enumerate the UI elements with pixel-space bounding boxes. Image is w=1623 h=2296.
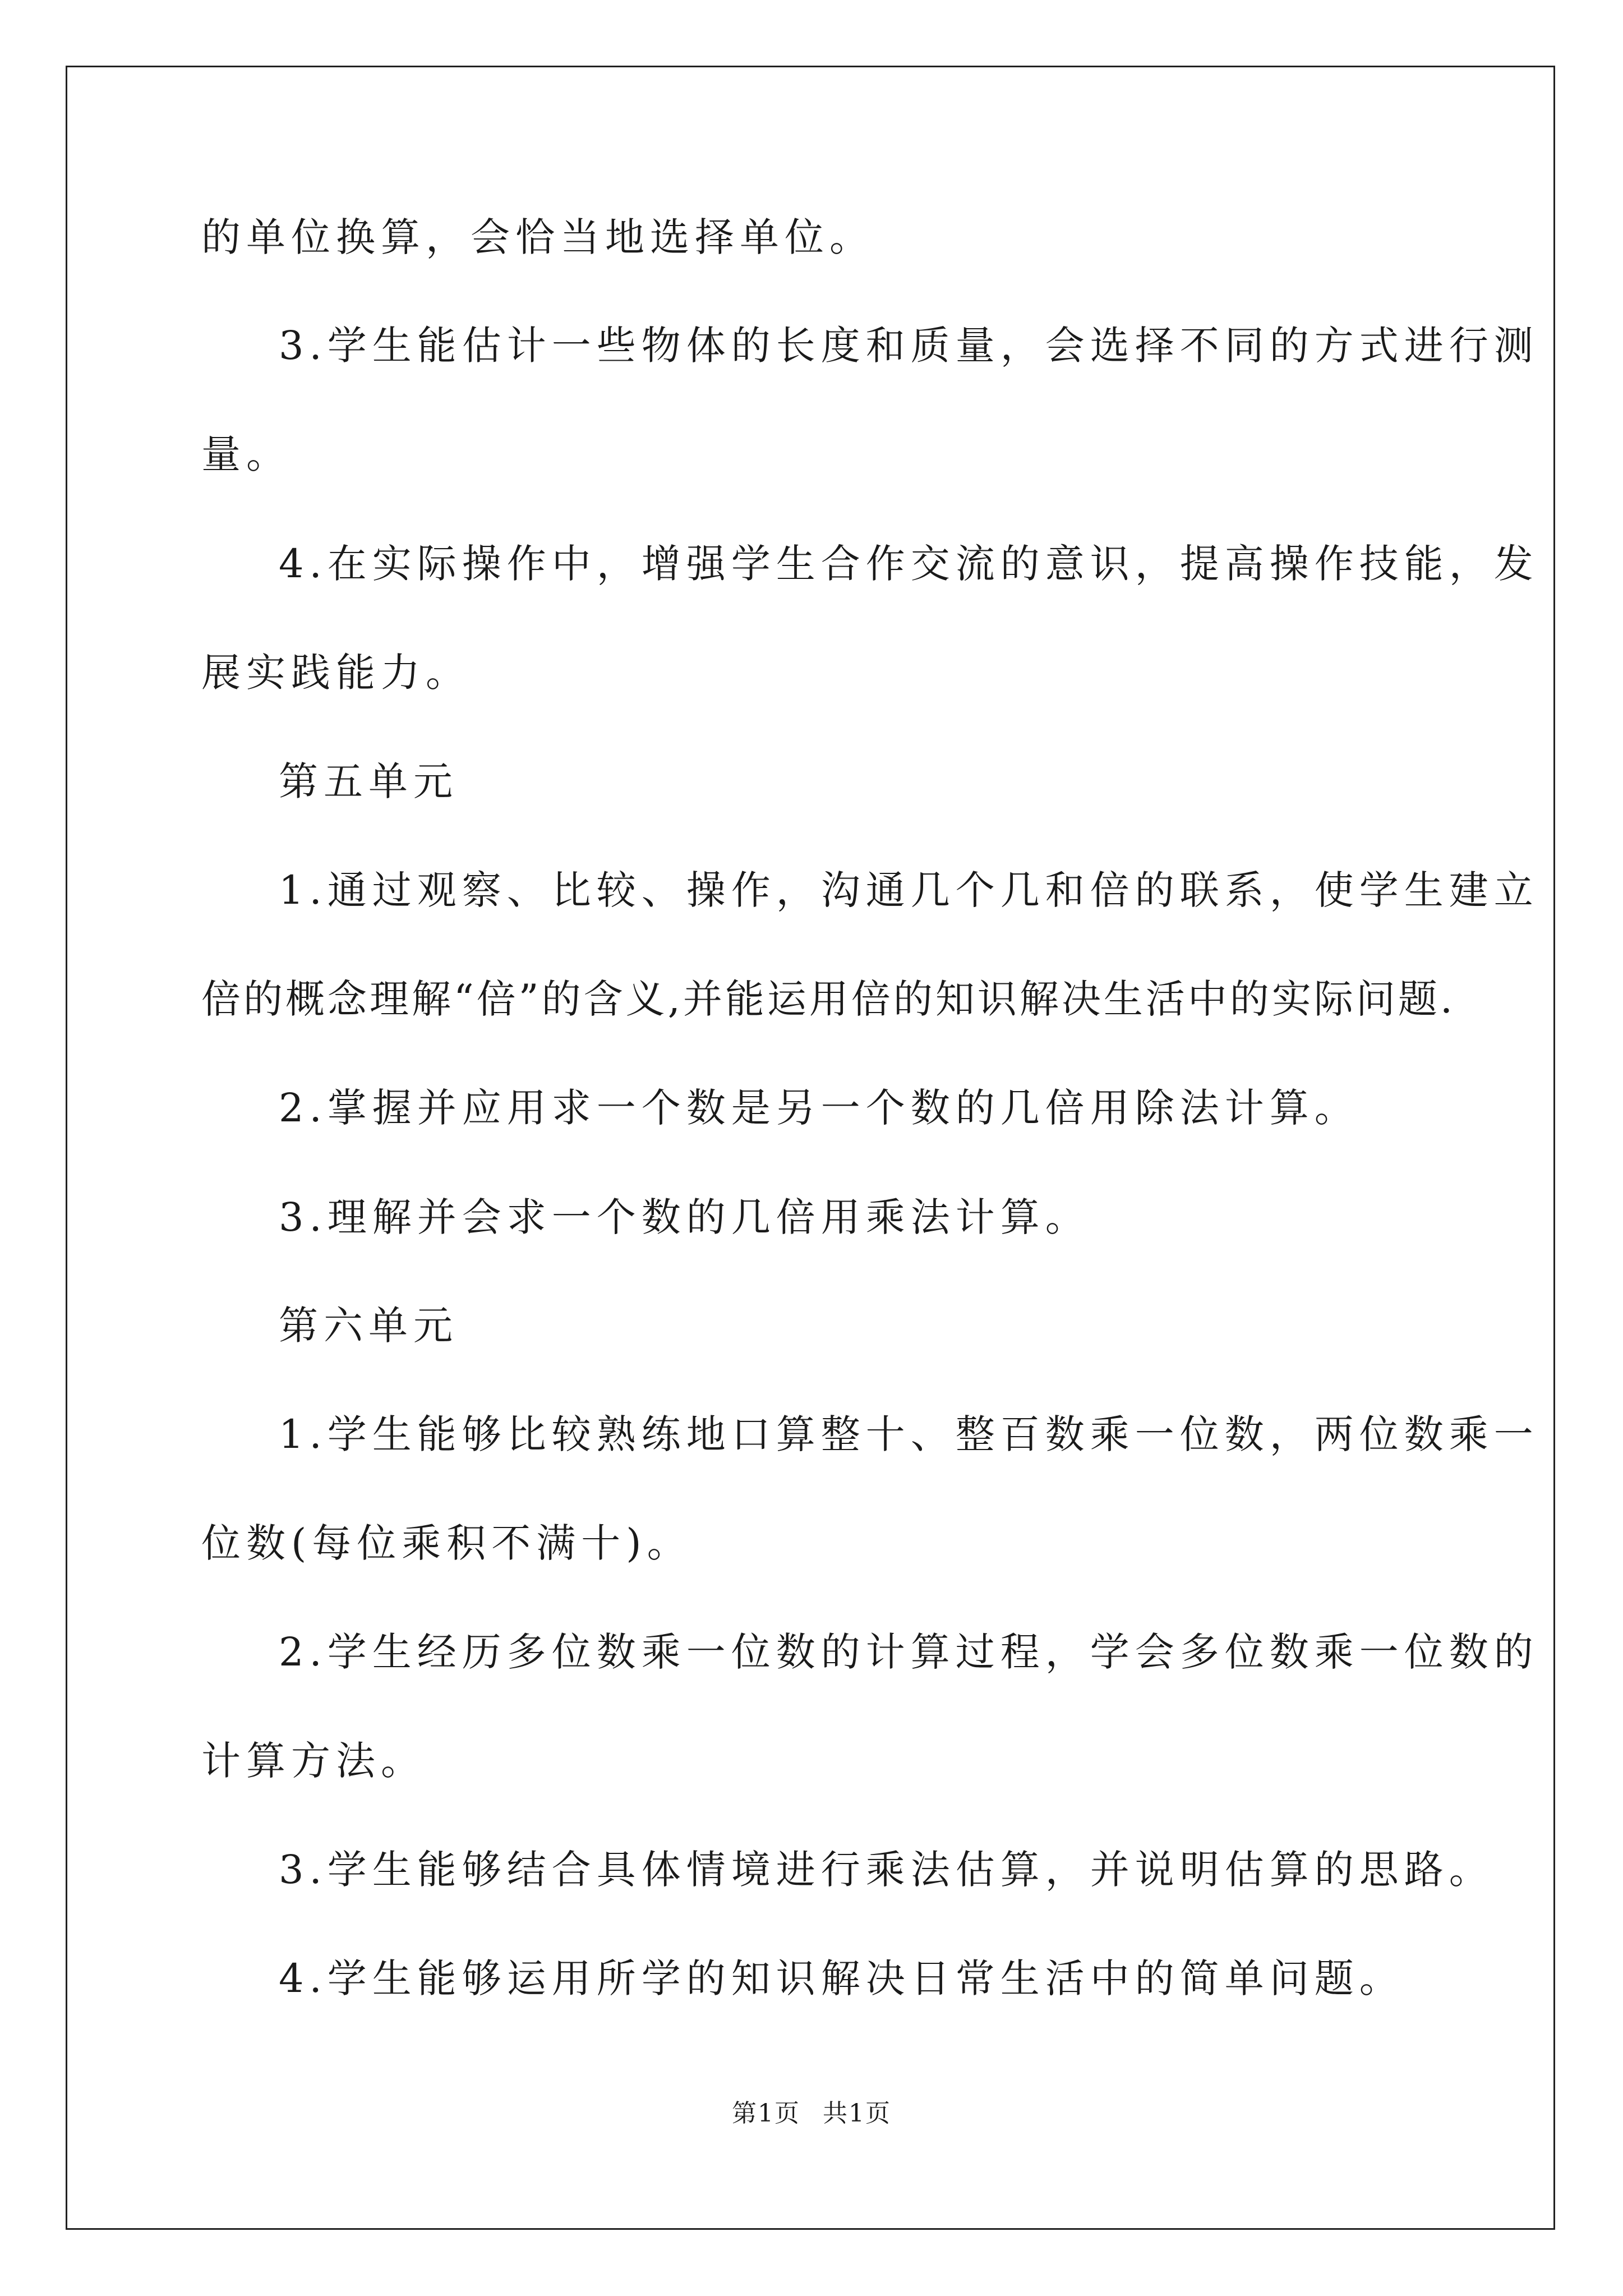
paragraph-line: 1.通过观察、比较、操作，沟通几个几和倍的联系，使学生建立 bbox=[279, 867, 1539, 913]
paragraph-line: 4.在实际操作中，增强学生合作交流的意识，提高操作技能，发 bbox=[279, 541, 1539, 587]
section-heading: 第五单元 bbox=[279, 758, 458, 804]
paragraph-line: 2.掌握并应用求一个数是另一个数的几倍用除法计算。 bbox=[279, 1085, 1359, 1131]
page-border bbox=[66, 66, 1555, 2230]
paragraph-line: 3.理解并会求一个数的几倍用乘法计算。 bbox=[279, 1194, 1090, 1240]
paragraph-line: 位数(每位乘积不满十)。 bbox=[201, 1520, 692, 1566]
page-number: 第1页 bbox=[732, 2099, 800, 2128]
paragraph-line: 1.学生能够比较熟练地口算整十、整百数乘一位数，两位数乘一 bbox=[279, 1411, 1539, 1457]
page-footer bbox=[0, 2097, 1623, 2131]
paragraph-line: 倍的概念理解“倍”的含义,并能运用倍的知识解决生活中的实际问题. bbox=[201, 976, 1456, 1022]
paragraph-line: 3.学生能够结合具体情境进行乘法估算，并说明估算的思路。 bbox=[279, 1847, 1494, 1893]
page-total: 共1页 bbox=[823, 2099, 891, 2128]
section-heading: 第六单元 bbox=[279, 1303, 458, 1349]
paragraph-line: 3.学生能估计一些物体的长度和质量，会选择不同的方式进行测 bbox=[279, 323, 1539, 369]
paragraph-line: 4.学生能够运用所学的知识解决日常生活中的简单问题。 bbox=[279, 1955, 1404, 2001]
paragraph-line: 展实践能力。 bbox=[201, 650, 471, 696]
paragraph-line: 2.学生经历多位数乘一位数的计算过程，学会多位数乘一位数的 bbox=[279, 1629, 1539, 1675]
paragraph-line: 的单位换算，会恰当地选择单位。 bbox=[201, 214, 874, 260]
paragraph-line: 计算方法。 bbox=[201, 1738, 426, 1784]
paragraph-line: 量。 bbox=[201, 431, 291, 477]
